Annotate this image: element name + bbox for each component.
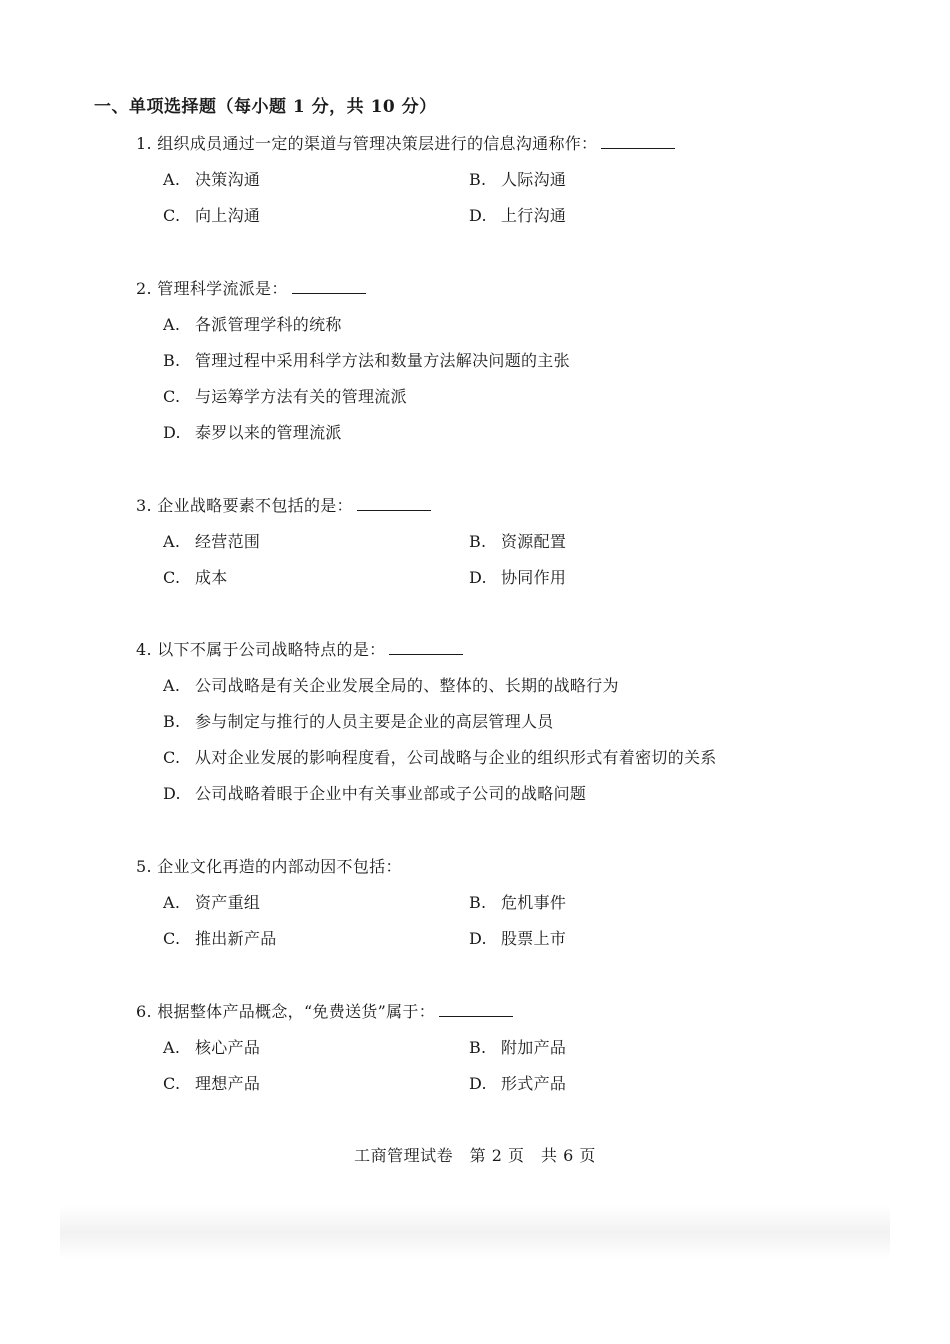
question-4-option-a [163,673,619,696]
option-key: C. [163,568,181,587]
question-3-stem [136,493,431,516]
question-1-option-d [469,203,566,226]
option-key: C. [163,206,181,225]
option-text: 理想产品 [195,1074,261,1093]
question-1-option-a [163,167,260,190]
option-key: C. [163,1074,181,1093]
answer-blank [389,640,463,655]
question-4-option-d [163,781,586,804]
option-key: B. [469,532,487,551]
question-6-option-b [469,1035,566,1058]
question-3-option-d [469,565,566,588]
option-text: 从对企业发展的影响程度看，公司战略与企业的组织形式有着密切的关系 [195,748,717,767]
option-key: A. [163,893,181,912]
option-text: 形式产品 [501,1074,567,1093]
option-key: B. [469,1038,487,1057]
option-key: C. [163,387,181,406]
option-text: 附加产品 [501,1038,567,1057]
option-text: 公司战略着眼于企业中有关事业部或子公司的战略问题 [195,784,587,803]
option-key: B. [163,351,181,370]
question-5-option-a [163,890,260,913]
option-text: 成本 [195,568,228,587]
question-stem-text: 1. 组织成员通过一定的渠道与管理决策层进行的信息沟通称作： [136,134,598,153]
option-text: 经营范围 [195,532,261,551]
answer-blank [601,134,675,149]
section-title: 一、单项选择题（每小题 1 分，共 10 分） [94,97,437,117]
option-key: A. [163,532,181,551]
question-6-stem [136,999,513,1022]
option-text: 与运筹学方法有关的管理流派 [195,387,407,406]
option-key: B. [469,893,487,912]
question-1-stem [136,131,675,154]
option-key: D. [469,929,487,948]
option-text: 向上沟通 [195,206,261,225]
option-key: A. [163,170,181,189]
option-text: 各派管理学科的统称 [195,315,342,334]
option-text: 泰罗以来的管理流派 [195,423,342,442]
option-key: D. [163,423,181,442]
option-key: C. [163,929,181,948]
option-key: B. [163,712,181,731]
option-text: 协同作用 [501,568,567,587]
question-4-option-c [163,745,717,768]
answer-blank [292,279,366,294]
question-3-option-b [469,529,566,552]
option-text: 公司战略是有关企业发展全局的、整体的、长期的战略行为 [195,676,619,695]
question-5-option-b [469,890,566,913]
option-text: 上行沟通 [501,206,567,225]
question-2-option-a [163,312,342,335]
question-4-option-b [163,709,554,732]
question-6-option-a [163,1035,260,1058]
question-stem-text: 3. 企业战略要素不包括的是： [136,496,353,515]
option-key: D. [163,784,181,803]
option-text: 资源配置 [501,532,567,551]
answer-blank [439,1002,513,1017]
option-key: D. [469,206,487,225]
option-text: 危机事件 [501,893,567,912]
question-6-option-c [163,1071,260,1094]
question-stem-text: 4. 以下不属于公司战略特点的是： [136,640,386,659]
page-footer: 工商管理试卷 第 2 页 共 6 页 [354,1146,596,1165]
question-5-stem [136,854,402,877]
question-2-option-b [163,348,570,371]
question-4-stem [136,637,463,660]
question-5-option-c [163,926,277,949]
option-text: 决策沟通 [195,170,261,189]
question-1-option-b [469,167,566,190]
scan-smudge [60,1205,890,1260]
option-text: 资产重组 [195,893,261,912]
question-stem-text: 6. 根据整体产品概念，“免费送货”属于： [136,1002,436,1021]
option-key: C. [163,748,181,767]
option-key: D. [469,568,487,587]
question-stem-text: 2. 管理科学流派是： [136,279,288,298]
question-2-option-d [163,420,342,443]
option-key: D. [469,1074,487,1093]
option-key: A. [163,1038,181,1057]
option-text: 推出新产品 [195,929,277,948]
option-key: A. [163,676,181,695]
question-2-option-c [163,384,407,407]
question-3-option-a [163,529,260,552]
option-key: B. [469,170,487,189]
question-stem-text: 5. 企业文化再造的内部动因不包括： [136,857,402,876]
question-2-stem [136,276,366,299]
option-key: A. [163,315,181,334]
question-1-option-c [163,203,260,226]
question-6-option-d [469,1071,566,1094]
option-text: 核心产品 [195,1038,261,1057]
option-text: 参与制定与推行的人员主要是企业的高层管理人员 [195,712,554,731]
question-3-option-c [163,565,228,588]
option-text: 股票上市 [501,929,567,948]
option-text: 人际沟通 [501,170,567,189]
option-text: 管理过程中采用科学方法和数量方法解决问题的主张 [195,351,570,370]
question-5-option-d [469,926,566,949]
answer-blank [357,496,431,511]
